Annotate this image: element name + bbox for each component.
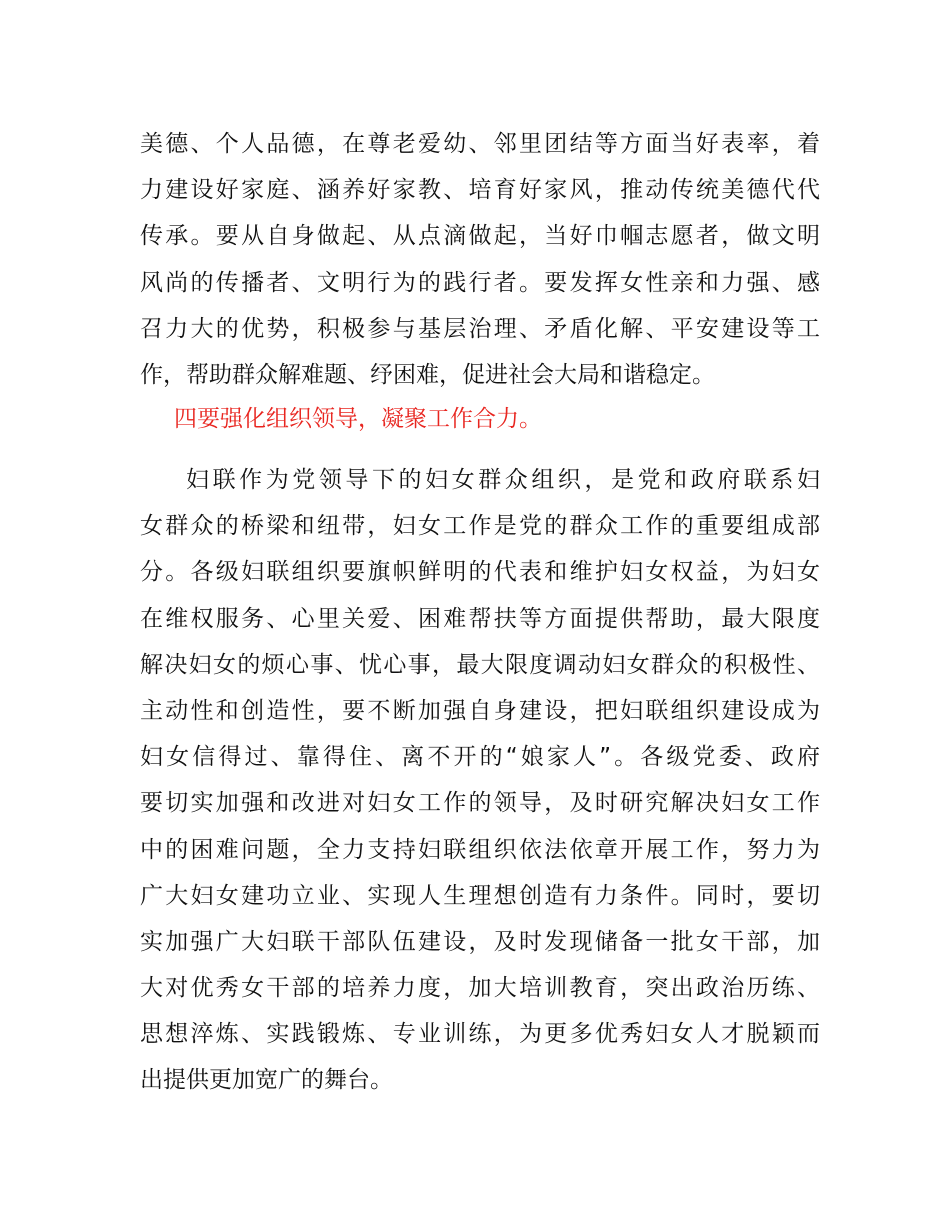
paragraph-line: 在维权服务、心里关爱、困难帮扶等方面提供帮助，最大限度 — [140, 605, 820, 632]
paragraph-line: 传承。要从自身做起、从点滴做起，当好巾帼志愿者，做文明 — [140, 223, 820, 250]
paragraph-line: 大对优秀女干部的培养力度，加大培训教育，突出政治历练、 — [140, 975, 820, 1002]
paragraph-continued — [140, 121, 820, 398]
paragraph-line: 广大妇女建功立业、实现人生理想创造有力条件。同时，要切 — [140, 882, 820, 909]
paragraph-line: 妇联作为党领导下的妇女群众组织，是党和政府联系妇 — [186, 467, 820, 493]
paragraph-line: 力建设好家庭、涵养好家教、培育好家风，推动传统美德代代 — [140, 177, 820, 204]
section-heading: 四要强化组织领导，凝聚工作合力。 — [174, 406, 542, 432]
paragraph-line: 美德、个人品德，在尊老爱幼、邻里团结等方面当好表率，着 — [140, 131, 820, 157]
paragraph-line: 召力大的优势，积极参与基层治理、矛盾化解、平安建设等工 — [140, 315, 820, 342]
paragraph-line: 作，帮助群众解难题、纾困难，促进社会大局和谐稳定。 — [140, 361, 715, 388]
paragraph-line: 中的困难问题，全力支持妇联组织依法依章开展工作，努力为 — [140, 836, 820, 863]
paragraph-women-federation — [140, 457, 820, 1104]
paragraph-line: 要切实加强和改进对妇女工作的领导，及时研究解决妇女工作 — [140, 790, 820, 817]
paragraph-line: 主动性和创造性，要不断加强自身建设，把妇联组织建设成为 — [140, 697, 820, 724]
paragraph-line: 出提供更加宽广的舞台。 — [140, 1067, 393, 1094]
paragraph-line: 思想淬炼、实践锻炼、专业训练，为更多优秀妇女人才脱颖而 — [140, 1021, 820, 1048]
paragraph-line: 妇女信得过、靠得住、离不开的“娘家人”。各级党委、政府 — [140, 744, 820, 771]
paragraph-line: 风尚的传播者、文明行为的践行者。要发挥女性亲和力强、感 — [140, 269, 820, 296]
paragraph-line: 实加强广大妇联干部队伍建设，及时发现储备一批女干部，加 — [140, 928, 820, 955]
paragraph-line: 解决妇女的烦心事、忧心事，最大限度调动妇女群众的积极性、 — [140, 651, 820, 678]
paragraph-line: 女群众的桥梁和纽带，妇女工作是党的群众工作的重要组成部 — [140, 513, 820, 540]
paragraph-line: 分。各级妇联组织要旗帜鲜明的代表和维护妇女权益，为妇女 — [140, 559, 820, 586]
